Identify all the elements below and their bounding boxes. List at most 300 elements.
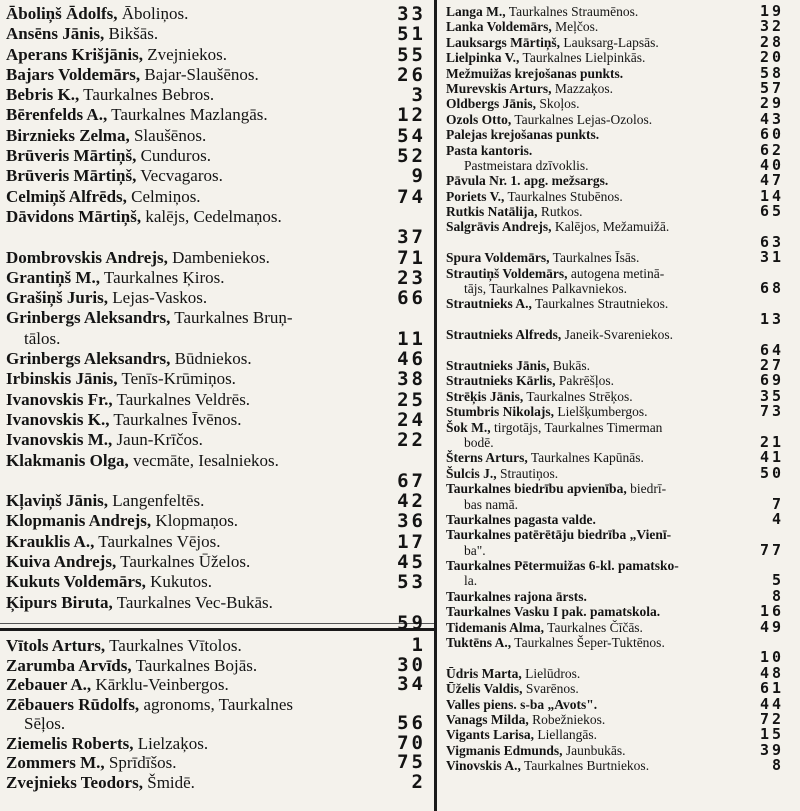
directory-entry bbox=[6, 4, 426, 24]
directory-entry bbox=[446, 586, 784, 605]
entry-phone-number: 60 bbox=[759, 125, 784, 144]
directory-entry bbox=[446, 266, 784, 281]
directory-entry bbox=[446, 232, 784, 251]
entry-location: Taurkalnes Straumēnos. bbox=[505, 4, 639, 19]
entry-phone-number: 10 bbox=[759, 648, 784, 667]
entry-location: Tenīs-Krūmiņos. bbox=[117, 369, 236, 389]
entry-location: Skoļos. bbox=[536, 96, 580, 112]
directory-entry bbox=[446, 450, 784, 465]
entry-phone-number: 25 bbox=[397, 388, 426, 411]
directory-entry bbox=[446, 663, 784, 682]
entry-phone-number: 33 bbox=[397, 3, 426, 25]
entry-phone-number: 63 bbox=[759, 232, 784, 251]
entry-phone-number: 1 bbox=[411, 634, 426, 656]
entry-name: Irbinskis Jānis, bbox=[6, 369, 118, 389]
directory-entry bbox=[446, 373, 784, 388]
directory-entry bbox=[446, 494, 784, 513]
entry-phone-number: 50 bbox=[759, 463, 784, 482]
directory-entry bbox=[446, 463, 784, 482]
entry-name: Bajars Voldemārs, bbox=[6, 64, 141, 84]
directory-entry bbox=[6, 770, 426, 793]
entry-name: Strautnieks A., bbox=[446, 296, 532, 312]
entry-name: Taurkalnes Vasku I pak. pamatskola. bbox=[446, 604, 661, 620]
column-divider bbox=[434, 0, 437, 811]
entry-name: Krauklis A., bbox=[6, 531, 95, 551]
entry-name: Brūveris Mārtiņš, bbox=[6, 146, 137, 166]
directory-entry bbox=[446, 281, 784, 296]
entry-location: Lielūdros. bbox=[521, 665, 581, 681]
directory-entry bbox=[446, 140, 784, 159]
entry-phone-number: 66 bbox=[397, 287, 426, 310]
entry-phone-number: 37 bbox=[397, 226, 426, 249]
entry-phone-number: 40 bbox=[759, 155, 784, 174]
entry-location: Dambeniekos. bbox=[167, 247, 270, 267]
entry-name: Spura Voldemārs, bbox=[446, 250, 550, 266]
entry-name: Vanags Milda, bbox=[446, 711, 529, 727]
directory-entry bbox=[446, 558, 784, 573]
entry-location: Taurkalnes Īsās. bbox=[549, 250, 640, 266]
entry-location: Robežniekos. bbox=[528, 711, 606, 727]
entry-phone-number: 42 bbox=[397, 490, 426, 513]
directory-entry bbox=[6, 146, 426, 166]
entry-name: Ansēns Jānis, bbox=[6, 24, 105, 44]
entry-phone-number: 20 bbox=[759, 48, 784, 67]
entry-name: Vigmanis Edmunds, bbox=[446, 742, 563, 758]
entry-phone-number: 31 bbox=[759, 248, 784, 267]
entry-location: Taurkalnes Veldrēs. bbox=[112, 389, 251, 409]
entry-name: Pāvula Nr. 1. apg. mežsargs. bbox=[446, 173, 609, 189]
directory-entry bbox=[6, 636, 426, 656]
entry-location: Sprīdīšos. bbox=[104, 753, 177, 772]
entry-name: Zarumba Arvīds, bbox=[6, 655, 132, 675]
directory-entry bbox=[6, 369, 426, 389]
directory-entry bbox=[446, 309, 784, 328]
directory-entry bbox=[446, 681, 784, 696]
entry-name: Grinbergs Aleksandrs, bbox=[6, 349, 171, 369]
entry-location: Taurkalnes Strēķos. bbox=[523, 388, 633, 404]
entry-location: bodē. bbox=[464, 434, 494, 450]
entry-phone-number: 47 bbox=[759, 171, 784, 190]
entry-phone-number: 49 bbox=[759, 617, 784, 636]
entry-location: Lauksarg-Lapsās. bbox=[560, 34, 659, 50]
entry-phone-number: 57 bbox=[759, 78, 784, 97]
entry-phone-number: 36 bbox=[397, 510, 426, 533]
entry-location: Pakrēšļos. bbox=[555, 373, 615, 389]
entry-location: Celmiņos. bbox=[126, 186, 201, 206]
entry-name: Vinovskis A., bbox=[446, 758, 521, 774]
entry-phone-number: 64 bbox=[759, 340, 784, 359]
entry-name: Āboliņš Ādolfs, bbox=[6, 4, 118, 23]
entry-phone-number: 53 bbox=[397, 571, 426, 594]
entry-location: Vecvagaros. bbox=[136, 166, 223, 186]
entry-location: ba". bbox=[464, 542, 486, 558]
entry-location: Taurkalnes Šeper-Tuktēnos. bbox=[511, 635, 665, 651]
entry-phone-number: 14 bbox=[759, 186, 784, 205]
entry-phone-number: 17 bbox=[397, 530, 426, 553]
entry-name: Langa M., bbox=[446, 4, 506, 19]
directory-entry bbox=[6, 552, 426, 572]
entry-name: Šulcis J., bbox=[446, 465, 497, 481]
directory-entry bbox=[446, 219, 784, 234]
entry-location: Taurkalnes Kapūnās. bbox=[527, 450, 644, 466]
entry-phone-number: 44 bbox=[759, 694, 784, 713]
entry-phone-number: 3 bbox=[411, 84, 426, 107]
entry-name: Klakmanis Olga, bbox=[6, 450, 129, 470]
entry-location: Būdniekos. bbox=[170, 349, 252, 369]
entry-phone-number: 7 bbox=[771, 494, 784, 513]
entry-name: Strautiņš Voldemārs, bbox=[446, 265, 568, 281]
entry-location: Taurkalnes Īvēnos. bbox=[109, 409, 242, 429]
directory-entry bbox=[446, 155, 784, 174]
entry-name: Kļaviņš Jānis, bbox=[6, 491, 109, 511]
entry-name: Ivanovskis Fr., bbox=[6, 389, 113, 409]
directory-entry bbox=[446, 340, 784, 359]
entry-name: Strautnieks Alfreds, bbox=[446, 327, 562, 343]
entry-name: Pasta kantoris. bbox=[446, 142, 533, 158]
entry-name: Grašiņš Juris, bbox=[6, 288, 109, 308]
entry-phone-number: 72 bbox=[759, 709, 784, 728]
entry-phone-number: 69 bbox=[759, 371, 784, 390]
entry-location: Rutkos. bbox=[537, 204, 583, 220]
directory-entry bbox=[446, 127, 784, 142]
entry-phone-number: 8 bbox=[771, 586, 784, 605]
directory-entry bbox=[446, 635, 784, 650]
entry-phone-number: 65 bbox=[759, 202, 784, 221]
entry-location: Taurkalnes Stubēnos. bbox=[504, 188, 623, 204]
entry-location: Taurkalnes Vec-Bukās. bbox=[112, 592, 273, 612]
entry-location: Taurkalnes Burtniekos. bbox=[520, 758, 650, 774]
entry-name: Grinbergs Aleksandrs, bbox=[6, 308, 171, 328]
entry-location: Šmidē. bbox=[142, 772, 195, 792]
entry-phone-number: 16 bbox=[759, 602, 784, 621]
directory-entry bbox=[446, 573, 784, 588]
entry-name: Lanka Voldemārs, bbox=[446, 19, 552, 35]
entry-name: Zommers M., bbox=[6, 753, 105, 772]
entry-name: Taurkalnes pagasta valde. bbox=[446, 511, 596, 527]
directory-entry bbox=[6, 329, 426, 349]
directory-entry bbox=[446, 250, 784, 265]
entry-name: Vigants Larisa, bbox=[446, 727, 535, 743]
directory-entry bbox=[6, 753, 426, 773]
entry-name: Strautnieks Jānis, bbox=[446, 357, 550, 373]
directory-entry bbox=[446, 420, 784, 435]
entry-phone-number: 48 bbox=[759, 663, 784, 682]
entry-name: Dāvidons Mārtiņš, bbox=[6, 206, 142, 226]
directory-entry bbox=[446, 604, 784, 619]
entry-phone-number: 12 bbox=[397, 104, 426, 127]
directory-entry bbox=[6, 45, 426, 65]
directory-entry bbox=[446, 19, 784, 34]
entry-name: Murevskis Arturs, bbox=[446, 80, 552, 96]
entry-name: Grantiņš M., bbox=[6, 267, 100, 287]
directory-entry bbox=[6, 653, 426, 676]
entry-location: autogena metinā- bbox=[567, 265, 665, 281]
entry-name: Taurkalnes biedrību apvienība, bbox=[446, 481, 627, 497]
entry-phone-number: 46 bbox=[397, 348, 426, 371]
directory-entry bbox=[446, 509, 784, 528]
entry-phone-number: 43 bbox=[759, 109, 784, 128]
directory-entry bbox=[6, 511, 426, 531]
directory-column-left-bottom bbox=[6, 636, 426, 808]
entry-location: tirgotājs, Taurkalnes Timerman bbox=[490, 419, 663, 435]
directory-entry bbox=[6, 731, 426, 754]
entry-phone-number: 24 bbox=[397, 408, 426, 431]
entry-name: Palejas krejošanas punkts. bbox=[446, 127, 600, 143]
directory-entry bbox=[6, 675, 426, 695]
entry-phone-number: 70 bbox=[397, 731, 426, 754]
entry-location: Taurkalnes Strautniekos. bbox=[531, 296, 669, 312]
entry-name: Kuiva Andrejs, bbox=[6, 552, 117, 572]
entry-location: Taurkalnes Bruņ- bbox=[170, 308, 293, 328]
entry-location: Lielzaķos. bbox=[133, 733, 209, 753]
entry-phone-number: 68 bbox=[759, 279, 784, 298]
entry-name: Ķipurs Biruta, bbox=[6, 592, 113, 612]
directory-entry bbox=[446, 527, 784, 542]
directory-entry bbox=[446, 481, 784, 496]
directory-entry bbox=[6, 65, 426, 85]
entry-phone-number: 22 bbox=[397, 429, 426, 452]
directory-entry bbox=[446, 404, 784, 419]
entry-location: Taurkalnes Bojās. bbox=[131, 655, 258, 675]
entry-phone-number: 19 bbox=[759, 2, 784, 20]
entry-location: Taurkalnes Ķiros. bbox=[99, 267, 225, 287]
entry-location: Bukās. bbox=[549, 357, 591, 373]
entry-location: Strautiņos. bbox=[496, 465, 559, 481]
directory-entry bbox=[446, 109, 784, 128]
entry-phone-number: 9 bbox=[411, 165, 426, 188]
entry-phone-number: 58 bbox=[759, 63, 784, 82]
directory-entry bbox=[6, 166, 426, 186]
entry-name: Salgrāvis Andrejs, bbox=[446, 219, 552, 235]
directory-entry bbox=[446, 727, 784, 742]
directory-entry bbox=[446, 758, 784, 773]
entry-name: Zebauer A., bbox=[6, 675, 92, 694]
entry-phone-number: 75 bbox=[397, 751, 426, 773]
entry-location: Bajar-Slaušēnos. bbox=[140, 64, 259, 84]
entry-name: Aperans Krišjānis, bbox=[6, 44, 143, 64]
entry-name: Lielpinka V., bbox=[446, 50, 520, 66]
directory-entry bbox=[446, 63, 784, 82]
entry-name: Dombrovskis Andrejs, bbox=[6, 247, 168, 267]
directory-entry bbox=[446, 540, 784, 559]
entry-phone-number: 77 bbox=[759, 540, 784, 559]
entry-name: Stumbris Nikolajs, bbox=[446, 404, 555, 420]
directory-entry bbox=[446, 740, 784, 759]
entry-location: Bikšās. bbox=[104, 24, 159, 44]
entry-name: Zēbauers Rūdolfs, bbox=[6, 694, 140, 714]
entry-phone-number: 38 bbox=[397, 368, 426, 391]
entry-name: Ūželis Valdis, bbox=[446, 681, 523, 697]
directory-entry bbox=[6, 85, 426, 105]
entry-name: Lauksargs Mārtiņš, bbox=[446, 34, 561, 50]
directory-entry bbox=[446, 709, 784, 728]
entry-name: Valles piens. s-ba „Avots". bbox=[446, 696, 598, 712]
directory-entry bbox=[446, 173, 784, 188]
directory-entry bbox=[6, 451, 426, 471]
entry-phone-number: 59 bbox=[397, 611, 426, 634]
directory-entry bbox=[6, 714, 426, 734]
entry-location: Kalējos, Mežamuižā. bbox=[551, 219, 670, 235]
entry-name: Ziemelis Roberts, bbox=[6, 733, 134, 753]
entry-name: Celmiņš Alfrēds, bbox=[6, 186, 127, 206]
directory-entry bbox=[446, 327, 784, 342]
entry-phone-number: 34 bbox=[397, 673, 426, 695]
directory-entry bbox=[446, 650, 784, 665]
directory-entry bbox=[6, 126, 426, 146]
entry-location: Taurkalnes Bebros. bbox=[79, 85, 215, 105]
directory-entry bbox=[6, 308, 426, 328]
directory-entry bbox=[446, 694, 784, 713]
entry-phone-number: 74 bbox=[397, 185, 426, 208]
entry-location: Cunduros. bbox=[136, 146, 211, 166]
directory-entry bbox=[6, 572, 426, 592]
entry-phone-number: 30 bbox=[397, 653, 426, 676]
entry-phone-number: 61 bbox=[759, 679, 784, 698]
entry-phone-number: 27 bbox=[759, 355, 784, 374]
entry-phone-number: 51 bbox=[397, 23, 426, 46]
entry-name: Ozols Otto, bbox=[446, 111, 512, 127]
entry-phone-number: 71 bbox=[397, 246, 426, 269]
entry-name: Strautnieks Kārlis, bbox=[446, 373, 556, 389]
entry-name: Bebris K., bbox=[6, 85, 80, 105]
entry-name: Ivanovskis K., bbox=[6, 409, 110, 429]
directory-entry bbox=[6, 593, 426, 613]
directory-entry bbox=[6, 207, 426, 227]
directory-entry bbox=[446, 617, 784, 636]
entry-location: Meļčos. bbox=[551, 19, 599, 35]
directory-entry bbox=[6, 349, 426, 369]
entry-location: Pastmeistara dzīvoklis. bbox=[464, 157, 589, 173]
entry-name: Kukuts Voldemārs, bbox=[6, 572, 146, 592]
directory-column-right bbox=[446, 4, 784, 808]
directory-entry bbox=[446, 296, 784, 311]
entry-name: Taurkalnes Pētermuižas 6-kl. pamatsko- bbox=[446, 558, 679, 574]
directory-entry bbox=[6, 288, 426, 308]
entry-name: Rutkis Natālija, bbox=[446, 204, 538, 220]
entry-location: tālos. bbox=[24, 328, 61, 348]
entry-name: Tidemanis Alma, bbox=[446, 619, 545, 635]
entry-phone-number: 28 bbox=[759, 32, 784, 51]
entry-location: Taurkalnes Lielpinkās. bbox=[519, 50, 646, 66]
entry-name: Oldbergs Jānis, bbox=[446, 96, 537, 112]
entry-location: Langenfeltēs. bbox=[108, 491, 205, 511]
entry-location: Liellangās. bbox=[534, 727, 597, 743]
entry-phone-number: 54 bbox=[397, 124, 426, 147]
directory-entry bbox=[446, 96, 784, 111]
directory-entry bbox=[446, 78, 784, 97]
entry-name: Birznieks Zelma, bbox=[6, 125, 130, 145]
entry-phone-number: 13 bbox=[759, 309, 784, 328]
entry-phone-number: 11 bbox=[397, 327, 426, 350]
entry-location: tājs, Taurkalnes Palkavniekos. bbox=[464, 281, 628, 297]
entry-location: Taurkalnes Čīčās. bbox=[544, 619, 643, 635]
entry-phone-number: 23 bbox=[397, 266, 426, 289]
directory-entry bbox=[446, 186, 784, 205]
entry-phone-number: 67 bbox=[397, 469, 426, 492]
entry-name: Klopmanis Andrejs, bbox=[6, 511, 152, 531]
entry-phone-number: 73 bbox=[759, 402, 784, 421]
directory-entry bbox=[446, 204, 784, 219]
entry-location: Lielšķumbergos. bbox=[554, 404, 648, 420]
directory-entry bbox=[446, 32, 784, 51]
entry-phone-number: 39 bbox=[759, 740, 784, 759]
entry-location: Lejas-Vaskos. bbox=[108, 288, 208, 308]
entry-name: Šok M., bbox=[446, 419, 491, 435]
directory-entry bbox=[446, 386, 784, 405]
directory-entry bbox=[6, 248, 426, 268]
entry-name: Ivanovskis M., bbox=[6, 430, 113, 450]
directory-entry bbox=[6, 24, 426, 44]
entry-phone-number: 2 bbox=[411, 770, 426, 793]
entry-name: Ūdris Marta, bbox=[446, 665, 522, 681]
entry-location: Svarēnos. bbox=[522, 681, 579, 697]
entry-phone-number: 62 bbox=[759, 140, 784, 159]
entry-location: Taurkalnes Ūželos. bbox=[116, 552, 251, 572]
directory-entry bbox=[446, 4, 784, 19]
entry-location: Jaunbukās. bbox=[562, 742, 626, 758]
directory-entry bbox=[446, 432, 784, 451]
entry-name: Vītols Arturs, bbox=[6, 636, 106, 655]
directory-entry bbox=[6, 695, 426, 715]
entry-location: Klopmaņos. bbox=[151, 511, 239, 531]
directory-entry bbox=[6, 471, 426, 491]
entry-location: Āboliņos. bbox=[117, 4, 189, 23]
entry-phone-number: 41 bbox=[759, 448, 784, 467]
entry-location: biedrī- bbox=[626, 481, 667, 497]
entry-phone-number: 4 bbox=[771, 509, 784, 528]
directory-entry bbox=[6, 430, 426, 450]
directory-entry bbox=[6, 410, 426, 430]
directory-entry bbox=[6, 491, 426, 511]
entry-name: Šterns Arturs, bbox=[446, 450, 528, 466]
entry-location: kalējs, Cedelmaņos. bbox=[141, 206, 282, 226]
entry-name: Taurkalnes patērētāju biedrība „Vienī- bbox=[446, 527, 672, 543]
entry-phone-number: 29 bbox=[759, 94, 784, 113]
directory-entry bbox=[6, 187, 426, 207]
entry-phone-number: 35 bbox=[759, 386, 784, 405]
entry-phone-number: 5 bbox=[771, 571, 784, 590]
entry-location: Jaun-Krīčos. bbox=[112, 430, 203, 450]
directory-entry bbox=[6, 268, 426, 288]
entry-location: Kukutos. bbox=[145, 572, 212, 592]
entry-name: Mežmuižas krejošanas punkts. bbox=[446, 65, 624, 81]
entry-phone-number: 56 bbox=[397, 712, 426, 734]
entry-location: Taurkalnes Vītolos. bbox=[105, 636, 242, 655]
entry-location: bas namā. bbox=[464, 496, 518, 512]
entry-phone-number: 8 bbox=[771, 756, 784, 775]
entry-phone-number: 21 bbox=[759, 432, 784, 451]
entry-name: Strēķis Jānis, bbox=[446, 388, 524, 404]
entry-location: Mazzaķos. bbox=[551, 80, 613, 96]
entry-name: Poriets V., bbox=[446, 188, 505, 204]
entry-location: Slaušēnos. bbox=[129, 125, 207, 145]
entry-name: Zvejnieks Teodors, bbox=[6, 772, 143, 792]
entry-location: Taurkalnes Mazlangās. bbox=[107, 105, 268, 125]
directory-entry bbox=[6, 227, 426, 247]
entry-location: Zvejniekos. bbox=[142, 44, 228, 64]
entry-location: vecmāte, Iesalniekos. bbox=[128, 450, 279, 470]
entry-phone-number: 26 bbox=[397, 63, 426, 86]
entry-phone-number: 15 bbox=[759, 725, 784, 744]
entry-phone-number: 32 bbox=[759, 17, 784, 36]
entry-location: Sēļos. bbox=[24, 714, 66, 733]
entry-name: Tuktēns A., bbox=[446, 635, 512, 651]
directory-entry bbox=[6, 532, 426, 552]
entry-location: Taurkalnes Vējos. bbox=[94, 531, 221, 551]
entry-name: Bērenfelds A., bbox=[6, 105, 108, 125]
entry-location: agronoms, Taurkalnes bbox=[139, 694, 294, 714]
directory-column-left bbox=[6, 3, 426, 634]
